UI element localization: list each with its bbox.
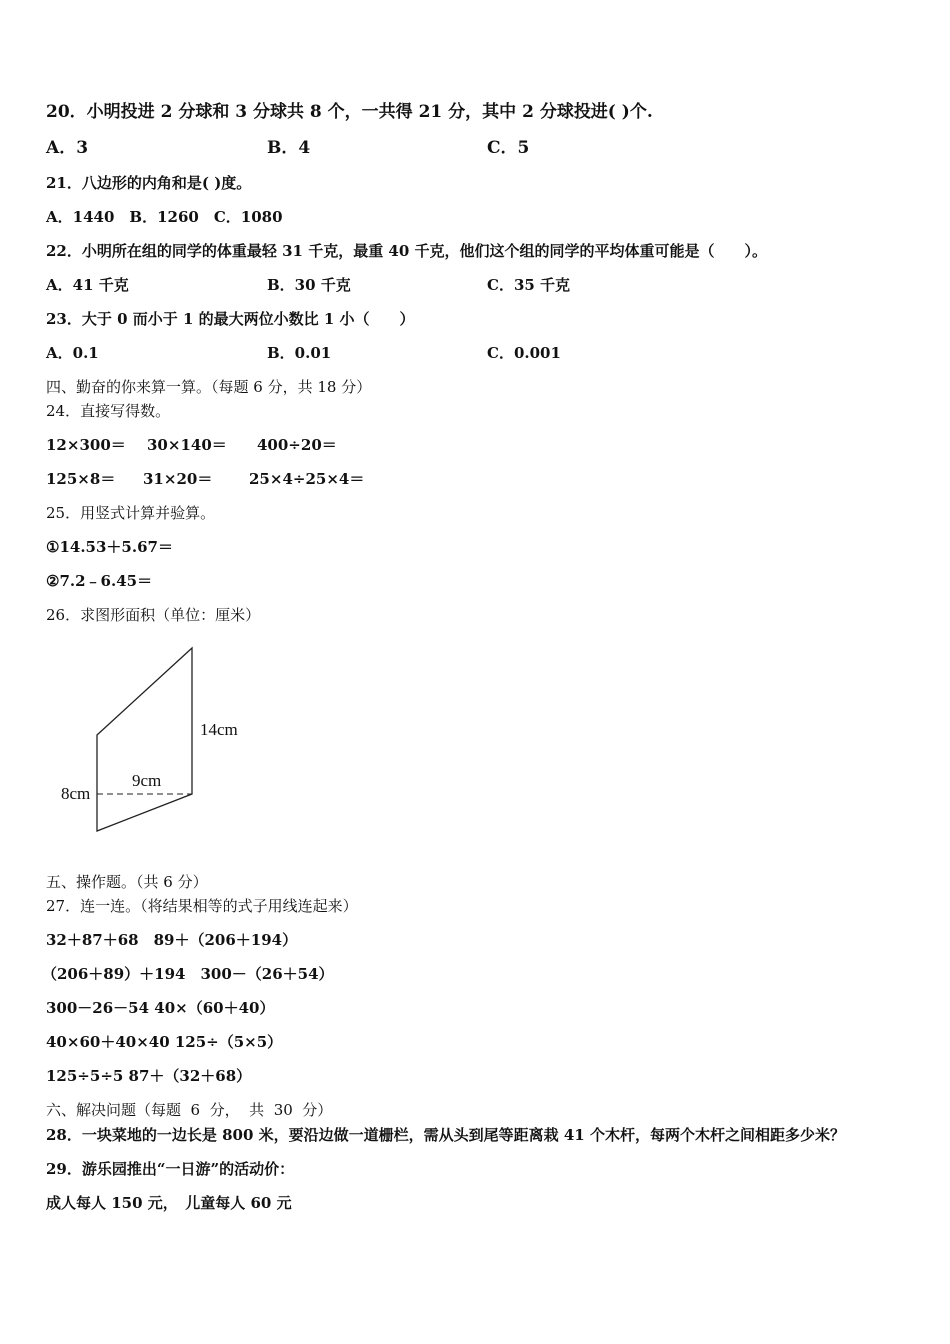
q21-options: A．1440 B．1260 C．1080: [46, 208, 283, 226]
left-side-label: 8cm: [61, 784, 91, 803]
q24-r2-c3: 25×4÷25×4＝: [249, 470, 365, 488]
q22-stem: 22．小明所在组的同学的体重最轻 31 千克，最重 40 千克，他们这个组的同学的平均体重可能是（ ）。: [46, 242, 768, 260]
q24-r1-c3: 400÷20＝: [257, 436, 337, 454]
q23-option-a: A．0.1: [46, 344, 99, 362]
section4-title: 四、勤奋的你来算一算。（每题 6 分，共 18 分）: [46, 378, 372, 396]
q23-stem: 23．大于 0 而小于 1 的最大两位小数比 1 小（ ）: [46, 310, 415, 328]
q27-row-3: 300－26－54 40×（60＋40）: [46, 999, 275, 1017]
q29-stem: 29．游乐园推出“一日游”的活动价：: [46, 1160, 295, 1178]
q23-option-b: B．0.01: [267, 344, 332, 362]
q24-r2-c1: 125×8＝: [46, 470, 116, 488]
q27-row-4: 40×60＋40×40 125÷（5×5）: [46, 1033, 283, 1051]
q20-option-a: A．3: [46, 138, 89, 158]
q24-r1-c2: 30×140＝: [147, 436, 227, 454]
q22-option-c: C．35 千克: [487, 276, 571, 294]
q26-stem: 26．求图形面积（单位：厘米）: [46, 606, 261, 624]
right-side-label: 14cm: [200, 720, 238, 739]
section6-title: 六、解决问题（每题 6 分， 共 30 分）: [46, 1101, 333, 1119]
q23-option-c: C．0.001: [487, 344, 561, 362]
q27-row-1: 32＋87＋68 89＋（206＋194）: [46, 931, 298, 949]
q22-option-b: B．30 千克: [267, 276, 351, 294]
q29-prices: 成人每人 150 元， 儿童每人 60 元: [46, 1194, 292, 1212]
q20-option-b: B．4: [267, 138, 311, 158]
q28-stem: 28．一块菜地的一边长是 800 米，要沿边做一道栅栏，需从头到尾等距离栽 41 个木杆，每两个木杆之间相距多少米？: [46, 1126, 845, 1144]
q20-option-c: C．5: [487, 138, 530, 158]
section5-title: 五、操作题。（共 6 分）: [46, 873, 208, 891]
width-label: 9cm: [132, 771, 162, 790]
q20-stem: 20．小明投进 2 分球和 3 分球共 8 个，一共得 21 分，其中 2 分球投进( )个.: [46, 102, 653, 122]
q25-stem: 25．用竖式计算并验算。: [46, 504, 216, 522]
q24-r2-c2: 31×20＝: [143, 470, 213, 488]
q24-r1-c1: 12×300＝: [46, 436, 126, 454]
q27-row-2: （206＋89）＋194 300－（26＋54）: [42, 965, 334, 983]
q21-stem: 21．八边形的内角和是( )度。: [46, 174, 252, 192]
q24-stem: 24．直接写得数。: [46, 402, 171, 420]
trapezoid-figure: [55, 640, 255, 840]
q25-item-1: ①14.53＋5.67＝: [46, 538, 173, 556]
q25-item-2: ②7.2﹣6.45＝: [46, 572, 153, 590]
trapezoid-outline: [97, 648, 192, 831]
q27-stem: 27．连一连。（将结果相等的式子用线连起来）: [46, 897, 358, 915]
q27-row-5: 125÷5÷5 87＋（32＋68）: [46, 1067, 252, 1085]
q22-option-a: A．41 千克: [46, 276, 129, 294]
